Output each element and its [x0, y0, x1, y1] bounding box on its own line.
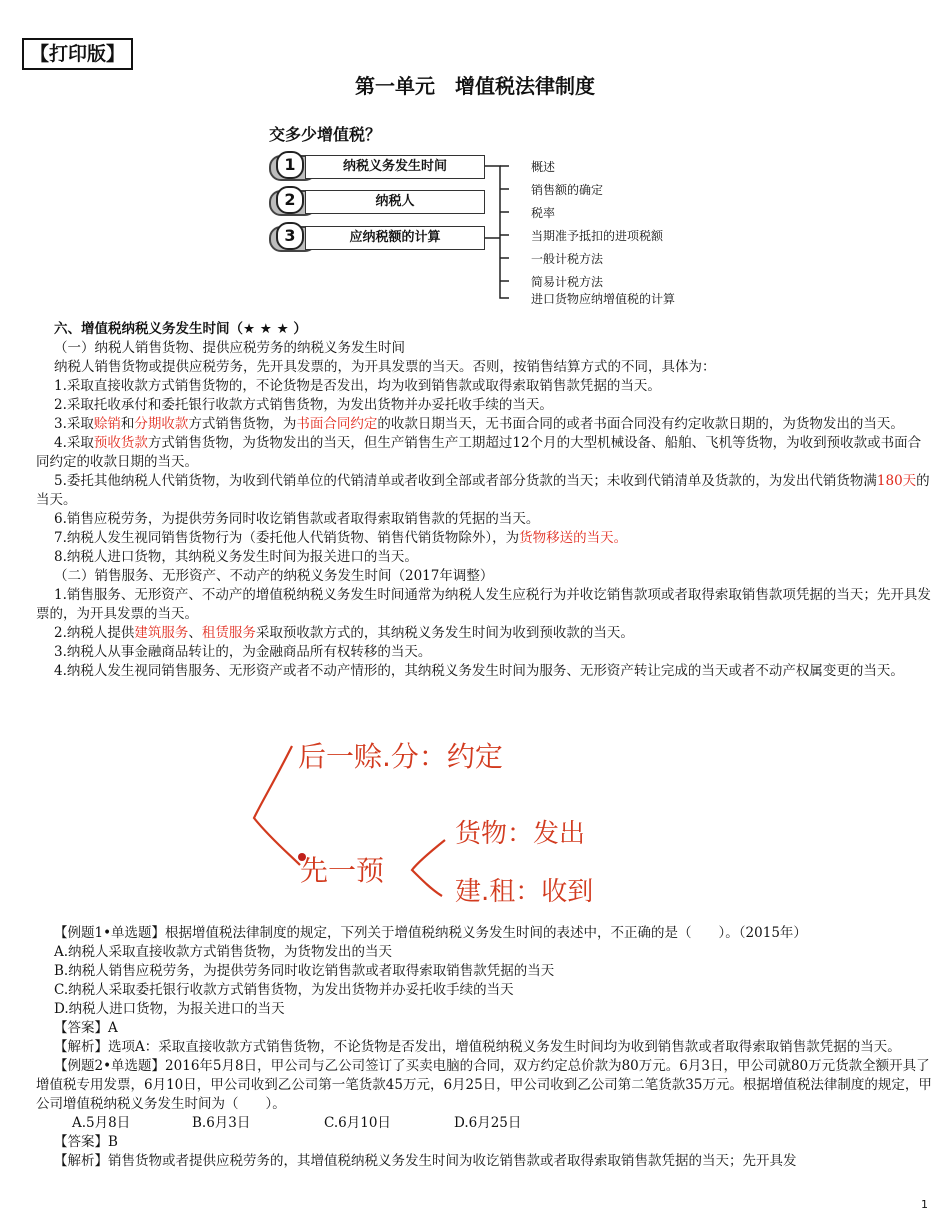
vat-diagram [265, 118, 725, 318]
list-item: 3.纳税人从事金融商品转让的，为金融商品所有权转移的当天。 [54, 644, 432, 660]
answer: 【答案】A [54, 1020, 118, 1036]
options-row [36, 1114, 932, 1133]
option: C.6月10日 [324, 1115, 391, 1131]
note-line-4: 建.租：收到 [455, 877, 594, 907]
branch-item: 进口货物应纳增值税的计算 [531, 292, 676, 306]
highlight: 货物移送的当天。 [519, 530, 628, 546]
highlight: 预收货款 [93, 435, 148, 451]
note-line-2: 先一预 [300, 854, 385, 887]
section-heading: 六、增值税纳税义务发生时间（★ ★ ★ ） [54, 321, 307, 337]
section-content [36, 320, 932, 681]
list-item: 6.销售应税劳务，为提供劳务同时收讫销售款或者取得索取销售款的凭据的当天。 [54, 511, 540, 527]
option: D.6月25日 [454, 1115, 522, 1131]
highlight: 赊销 [93, 416, 121, 432]
highlight: 180天 [876, 473, 917, 489]
print-version-badge: 【打印版】 [22, 38, 133, 70]
paragraph: 纳税人销售货物或提供应税劳务，先开具发票的，为开具发票的当天。否则，按销售结算方式的不同，具体为： [54, 359, 716, 375]
step-label: 纳税人 [305, 190, 485, 214]
analysis: 【解析】选项A：采取直接收款方式销售货物，不论货物是否发出，增值税纳税义务发生时间均为收到销售款或者取得索取销售款凭据的当天。 [54, 1039, 901, 1055]
note-line-3: 货物：发出 [455, 819, 586, 849]
option: B.6月3日 [192, 1115, 251, 1131]
branch-item: 简易计税方法 [531, 275, 604, 289]
list-item: 3.采取赊销和分期收款方式销售货物，为书面合同约定的收款日期当天，无书面合同的或者书面合同没有约定收款日期的，为货物发出的当天。 [54, 416, 904, 432]
option: A.5月8日 [72, 1115, 131, 1131]
handwritten-notes [240, 720, 710, 920]
branch-item: 税率 [531, 206, 556, 220]
analysis: 【解析】销售货物或者提供应税劳务的，其增值税纳税义务发生时间为收讫销售款或者取得索取销售款凭据的当天；先开具发 [54, 1153, 797, 1169]
list-item: 2.采取托收承付和委托银行收款方式销售货物，为发出货物并办妥托收手续的当天。 [54, 397, 553, 413]
examples [36, 924, 932, 1171]
option: C.纳税人采取委托银行收款方式销售货物，为发出货物并办妥托收手续的当天 [54, 982, 514, 998]
example-question: 【例题1•单选题】根据增值税法律制度的规定，下列关于增值税纳税义务发生时间的表述中，不正确的是（ ）。（2015年） [54, 925, 807, 941]
example-question: 【例题2•单选题】2016年5月8日，甲公司与乙公司签订了买卖电脑的合同，双方约定总价款为80万元。6月3日，甲公司就80万元货款全额开具了增值税专用发票，6月10日，甲公司收到乙公司第一笔货款45万元，6月25日，甲公司收到乙公司第二笔货款35万元。根据增值税法律制度的规定，甲公司增值税纳税义务发生时间为（ ）。 [36, 1058, 932, 1112]
option: A.纳税人采取直接收款方式销售货物，为货物发出的当天 [54, 944, 393, 960]
step-label: 应纳税额的计算 [305, 226, 485, 250]
subsection-heading: （二）销售服务、无形资产、不动产的纳税义务发生时间（2017年调整） [54, 568, 494, 584]
branch-item: 一般计税方法 [531, 252, 604, 266]
highlight: 分期收款 [134, 416, 189, 432]
branch-item: 当期准予抵扣的进项税额 [531, 229, 664, 243]
option: B.纳税人销售应税劳务，为提供劳务同时收讫销售款或者取得索取销售款凭据的当天 [54, 963, 555, 979]
option: D.纳税人进口货物，为报关进口的当天 [54, 1001, 285, 1017]
diagram-connectors [265, 118, 725, 318]
step-number: 2 [276, 186, 304, 214]
branch-item: 概述 [531, 160, 556, 174]
answer: 【答案】B [54, 1134, 118, 1150]
list-item: 1.采取直接收款方式销售货物的，不论货物是否发出，均为收到销售款或取得索取销售款凭据的当天。 [54, 378, 661, 394]
branch-item: 销售额的确定 [531, 183, 604, 197]
list-item: 8.纳税人进口货物，其纳税义务发生时间为报关进口的当天。 [54, 549, 418, 565]
subsection-heading: （一）纳税人销售货物、提供应税劳务的纳税义务发生时间 [54, 340, 405, 356]
highlight: 书面合同约定 [296, 416, 378, 432]
step-label: 纳税义务发生时间 [305, 155, 485, 179]
list-item: 4.纳税人发生视同销售服务、无形资产或者不动产情形的，其纳税义务发生时间为服务、无形资产转让完成的当天或者不动产权属变更的当天。 [54, 663, 904, 679]
page-number: 1 [921, 1198, 928, 1211]
highlight: 建筑服务 [134, 625, 189, 641]
list-item: 5.委托其他纳税人代销货物，为收到代销单位的代销清单或者收到全部或者部分货款的当天；未收到代销清单及货款的，为发出代销货物满180天的当天。 [36, 473, 930, 508]
list-item: 1.销售服务、无形资产、不动产的增值税纳税义务发生时间通常为纳税人发生应税行为并收讫销售款项或者取得索取销售款项凭据的当天；先开具发票的，为开具发票的当天。 [36, 587, 931, 622]
note-line-1: 后一赊.分：约定 [298, 740, 503, 773]
list-item: 7.纳税人发生视同销售货物行为（委托他人代销货物、销售代销货物除外），为货物移送的当天。 [54, 530, 628, 546]
step-number: 3 [276, 222, 304, 250]
list-item: 2.纳税人提供建筑服务、租赁服务采取预收款方式的，其纳税义务发生时间为收到预收款的当天。 [54, 625, 634, 641]
list-item: 4.采取预收货款方式销售货物，为货物发出的当天，但生产销售生产工期超过12个月的大型机械设备、船舶、飞机等货物，为收到预收款或书面合同约定的收款日期的当天。 [36, 435, 922, 470]
page-title: 第一单元 增值税法律制度 [355, 74, 595, 98]
step-number: 1 [276, 151, 304, 179]
highlight: 租赁服务 [201, 625, 256, 641]
diagram-title: 交多少增值税？ [269, 125, 382, 144]
